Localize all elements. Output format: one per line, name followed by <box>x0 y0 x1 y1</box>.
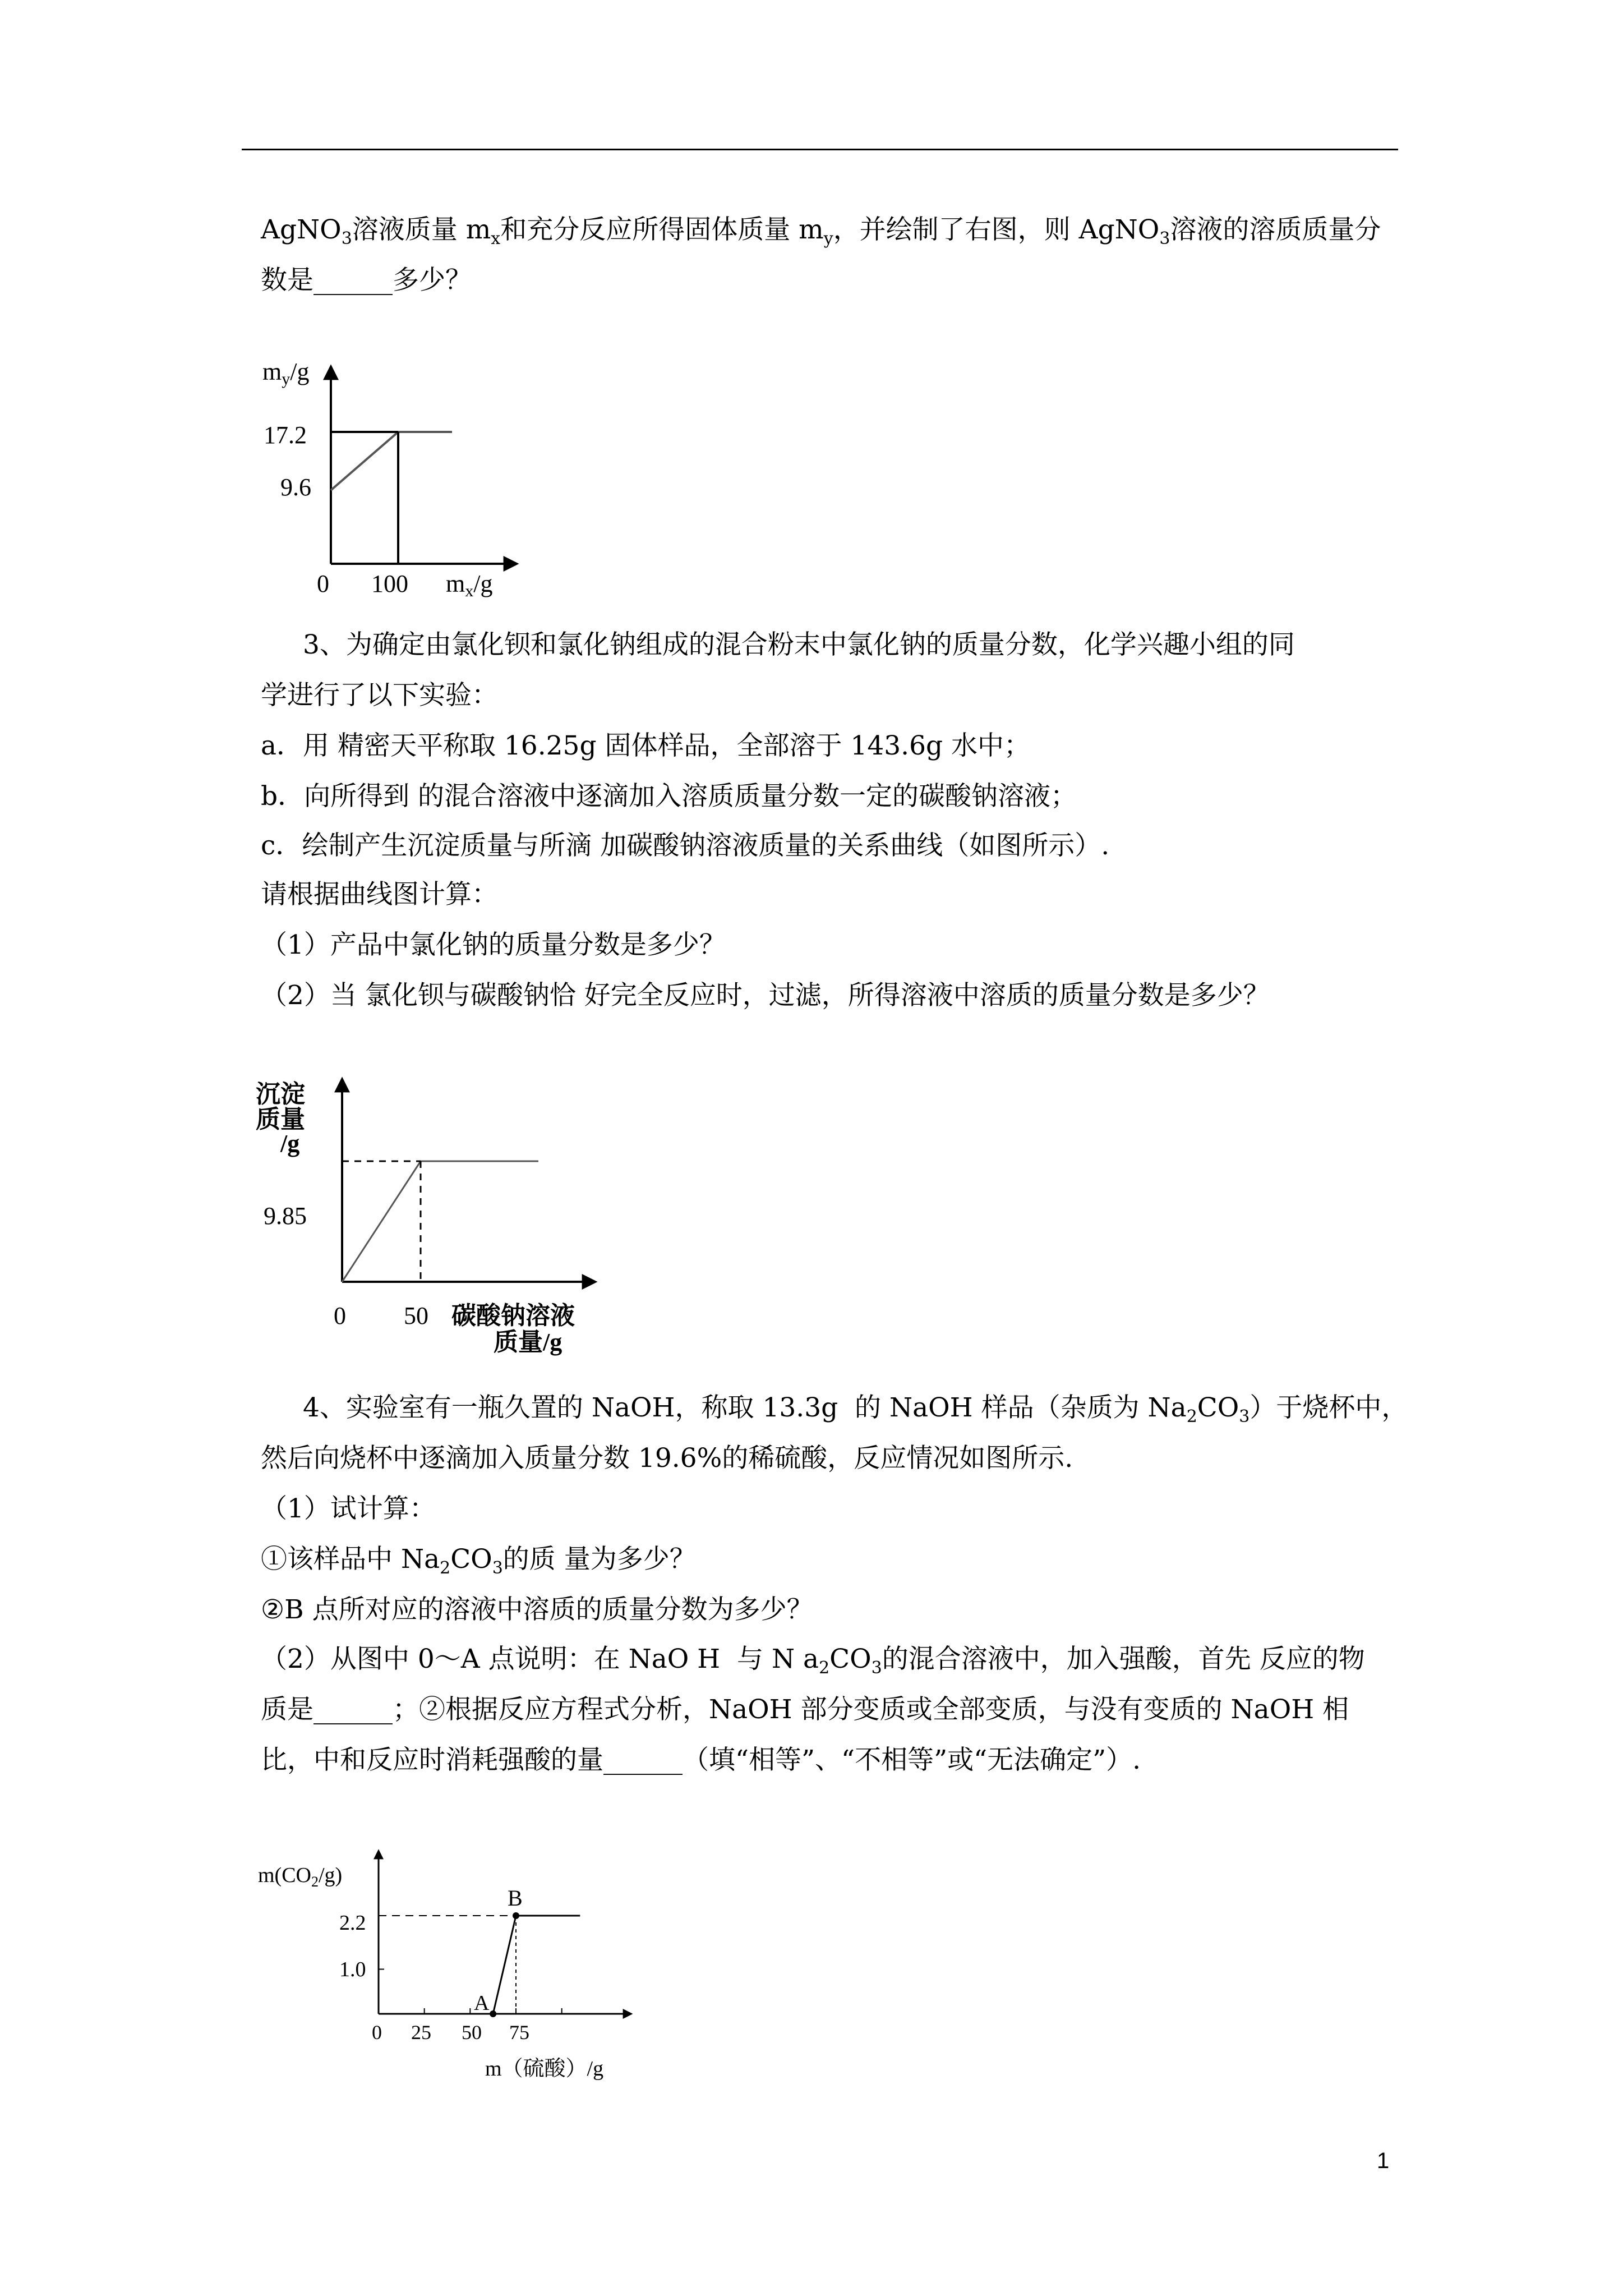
chart2-ytick-9-85: 9.85 <box>264 1202 307 1230</box>
q2-line2: 数是______多少？ <box>261 265 472 296</box>
chart1-xtick-100: 100 <box>371 570 408 597</box>
chart2-xtick-50: 50 <box>404 1302 428 1329</box>
chart2-ylabel-3: /g <box>280 1130 300 1157</box>
chart1-xlabel: mx/g <box>446 570 493 600</box>
q3-sub2: （2）当 氯化钡与碳酸钠恰 好完全反应时，过滤，所得溶液中溶质的质量分数是多少？ <box>261 980 1270 1011</box>
chart1-ytick-17-2: 17.2 <box>264 421 307 449</box>
data-point-1 <box>513 1912 519 1919</box>
q3-step-b: b．向所得到 的混合溶液中逐滴加入溶质质量分数一定的碳酸钠溶液； <box>261 781 1077 812</box>
chart3-xtick-75: 75 <box>509 2021 529 2044</box>
q4-intro1: 4、实验室有一瓶久置的 NaOH，称取 13.3g 的 NaOH 样品（杂质为 $Na_2CO_3$）于烧杯中， <box>303 1392 1408 1427</box>
q3-step-c: c．绘制产生沉淀质量与所滴 加碳酸钠溶液质量的关系曲线（如图所示）. <box>261 830 1110 861</box>
q4-intro2: 然后向烧杯中逐滴加入质量分数 19.6%的稀硫酸，反应情况如图所示. <box>261 1443 1073 1474</box>
chart2-ylabel-2: 质量 <box>256 1106 305 1133</box>
q3-prompt: 请根据曲线图计算： <box>261 879 498 910</box>
q4-part2-line3: 比，中和反应时消耗强酸的量______（填“相等”、“不相等”或“无法确定”）. <box>261 1745 1141 1775</box>
q3-intro1: 3、为确定由氯化钡和氯化钠组成的混合粉末中氯化钠的质量分数，化学兴趣小组的同 <box>303 629 1295 660</box>
q4-part2-line1: （2）从图中 0～A 点说明：在 NaO H 与 N $a_2CO_3$的混合溶液中，加入强酸，首先 反应的物 <box>261 1644 1365 1678</box>
q4-part2-line2: 质是______；②根据反应方程式分析，NaOH 部分变质或全部变质，与没有变质的 NaOH 相 <box>261 1694 1349 1725</box>
chart1-ytick-9-6: 9.6 <box>280 473 311 501</box>
chart3-ylabel: $m(CO_2/g)$ <box>258 1864 343 1890</box>
series-line <box>493 1916 580 2014</box>
chart3-xtick-25: 25 <box>411 2021 431 2044</box>
series-line <box>342 1161 538 1282</box>
chart3-xtick-0: 0 <box>372 2021 382 2044</box>
chart-1 <box>252 356 544 609</box>
series-line <box>331 432 452 490</box>
chart-3 <box>252 1846 645 2092</box>
chart3-xtick-50: 50 <box>462 2021 482 2044</box>
chart3-xlabel: m（硫酸）/g <box>485 2057 604 2081</box>
chart3-point-label-a: A <box>474 1991 490 2015</box>
q2-line1: AgNO$_3$溶液质量 $m_x$和充分反应所得固体质量 $m_y$，并绘制了右图，则 AgNO$_3$溶液的溶质质量分 <box>261 214 1381 249</box>
chart-2 <box>252 1069 611 1366</box>
q4-item2: ②B 点所对应的溶液中溶质的质量分数为多少？ <box>261 1594 813 1625</box>
q3-sub1: （1）产品中氯化钠的质量分数是多少？ <box>261 930 726 960</box>
data-point-0 <box>490 2010 496 2017</box>
chart1-ylabel: my/g <box>262 358 310 388</box>
page-number: 1 <box>1377 2148 1390 2173</box>
q4-item1: ①该样品中 $Na_2CO_3$的质 量为多少？ <box>261 1544 696 1578</box>
chart2-xlabel-1: 碳酸钠溶液 <box>451 1302 575 1329</box>
chart1-xtick-0: 0 <box>317 570 329 597</box>
q4-calc: （1）试计算： <box>261 1493 436 1524</box>
q3-intro2: 学进行了以下实验： <box>261 680 498 711</box>
chart3-ytick-1-0: 1.0 <box>339 1958 366 1981</box>
chart2-ylabel-1: 沉淀 <box>256 1080 305 1108</box>
header-rule <box>242 149 1398 150</box>
chart2-xtick-0: 0 <box>334 1302 346 1329</box>
chart3-ytick-2-2: 2.2 <box>339 1911 366 1935</box>
chart3-point-label-b: B <box>508 1885 523 1911</box>
chart2-xlabel-2: 质量/g <box>494 1328 562 1356</box>
q3-step-a: a．用 精密天平称取 16.25g 固体样品，全部溶于 143.6g 水中； <box>261 730 1030 761</box>
